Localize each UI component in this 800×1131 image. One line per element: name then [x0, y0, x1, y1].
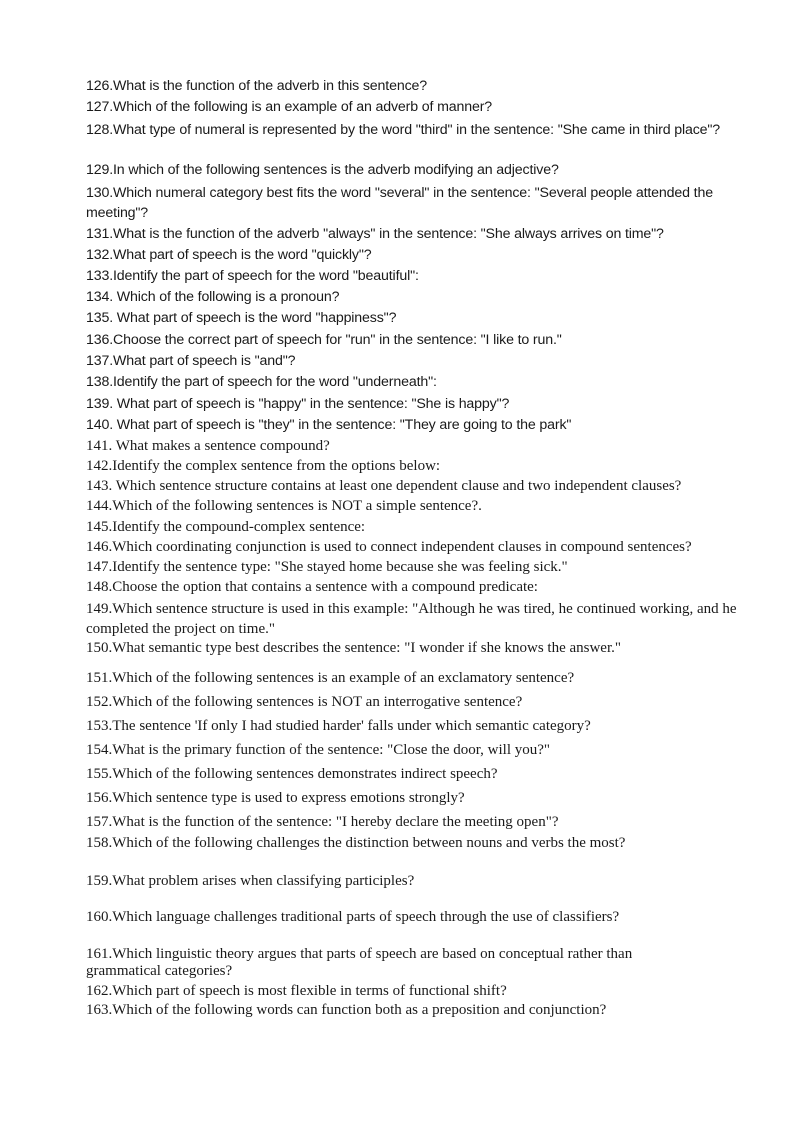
question-140: 140. What part of speech is "they" in the sentence: "They are going to the park"	[86, 417, 572, 433]
question-132: 132.What part of speech is the word "quickly"?	[86, 247, 372, 263]
question-152: 152.Which of the following sentences is NOT an interrogative sentence?	[86, 694, 523, 710]
question-159: 159.What problem arises when classifying participles?	[86, 873, 415, 889]
question-151: 151.Which of the following sentences is an example of an exclamatory sentence?	[86, 670, 575, 686]
question-128: 128.What type of numeral is represented by the word "third" in the sentence: "She came in third place"?	[86, 122, 721, 138]
question-137: 137.What part of speech is "and"?	[86, 353, 296, 369]
question-141: 141. What makes a sentence compound?	[86, 438, 330, 454]
question-156: 156.Which sentence type is used to express emotions strongly?	[86, 790, 465, 806]
question-147: 147.Identify the sentence type: "She stayed home because she was feeling sick."	[86, 559, 568, 575]
question-146: 146.Which coordinating conjunction is used to connect independent clauses in compound sentences?	[86, 539, 692, 555]
question-127: 127.Which of the following is an example of an adverb of manner?	[86, 99, 493, 115]
question-161: 161.Which linguistic theory argues that parts of speech are based on conceptual rather than grammatical categories?	[86, 946, 633, 979]
question-126: 126.What is the function of the adverb in this sentence?	[86, 78, 427, 94]
question-133: 133.Identify the part of speech for the word "beautiful":	[86, 268, 419, 284]
question-149: 149.Which sentence structure is used in this example: "Although he was tired, he continued working, and he completed the project on time."	[86, 601, 737, 637]
question-144: 144.Which of the following sentences is NOT a simple sentence?.	[86, 498, 482, 514]
question-155: 155.Which of the following sentences demonstrates indirect speech?	[86, 766, 498, 782]
question-131: 131.What is the function of the adverb "always" in the sentence: "She always arrives on time"?	[86, 226, 664, 242]
question-153: 153.The sentence 'If only I had studied harder' falls under which semantic category?	[86, 718, 591, 734]
question-142: 142.Identify the complex sentence from the options below:	[86, 458, 441, 474]
question-157: 157.What is the function of the sentence: "I hereby declare the meeting open"?	[86, 814, 559, 830]
question-135: 135. What part of speech is the word "happiness"?	[86, 310, 397, 326]
question-145: 145.Identify the compound-complex sentence:	[86, 519, 366, 535]
question-154: 154.What is the primary function of the sentence: "Close the door, will you?"	[86, 742, 551, 758]
question-160: 160.Which language challenges traditional parts of speech through the use of classifiers?	[86, 909, 620, 925]
question-136: 136.Choose the correct part of speech for "run" in the sentence: "I like to run."	[86, 332, 562, 348]
question-148: 148.Choose the option that contains a sentence with a compound predicate:	[86, 579, 538, 595]
question-130: 130.Which numeral category best fits the word "several" in the sentence: "Several people attended the meeting"?	[86, 185, 713, 221]
question-134: 134. Which of the following is a pronoun?	[86, 289, 340, 305]
question-163: 163.Which of the following words can function both as a preposition and conjunction?	[86, 1002, 607, 1018]
question-158: 158.Which of the following challenges the distinction between nouns and verbs the most?	[86, 835, 626, 851]
question-138: 138.Identify the part of speech for the word "underneath":	[86, 374, 437, 390]
question-162: 162.Which part of speech is most flexible in terms of functional shift?	[86, 983, 507, 999]
question-129: 129.In which of the following sentences is the adverb modifying an adjective?	[86, 162, 559, 178]
question-150: 150.What semantic type best describes the sentence: "I wonder if she knows the answer."	[86, 640, 622, 656]
question-143: 143. Which sentence structure contains at least one dependent clause and two independent clauses?	[86, 478, 682, 494]
question-139: 139. What part of speech is "happy" in the sentence: "She is happy"?	[86, 396, 510, 412]
